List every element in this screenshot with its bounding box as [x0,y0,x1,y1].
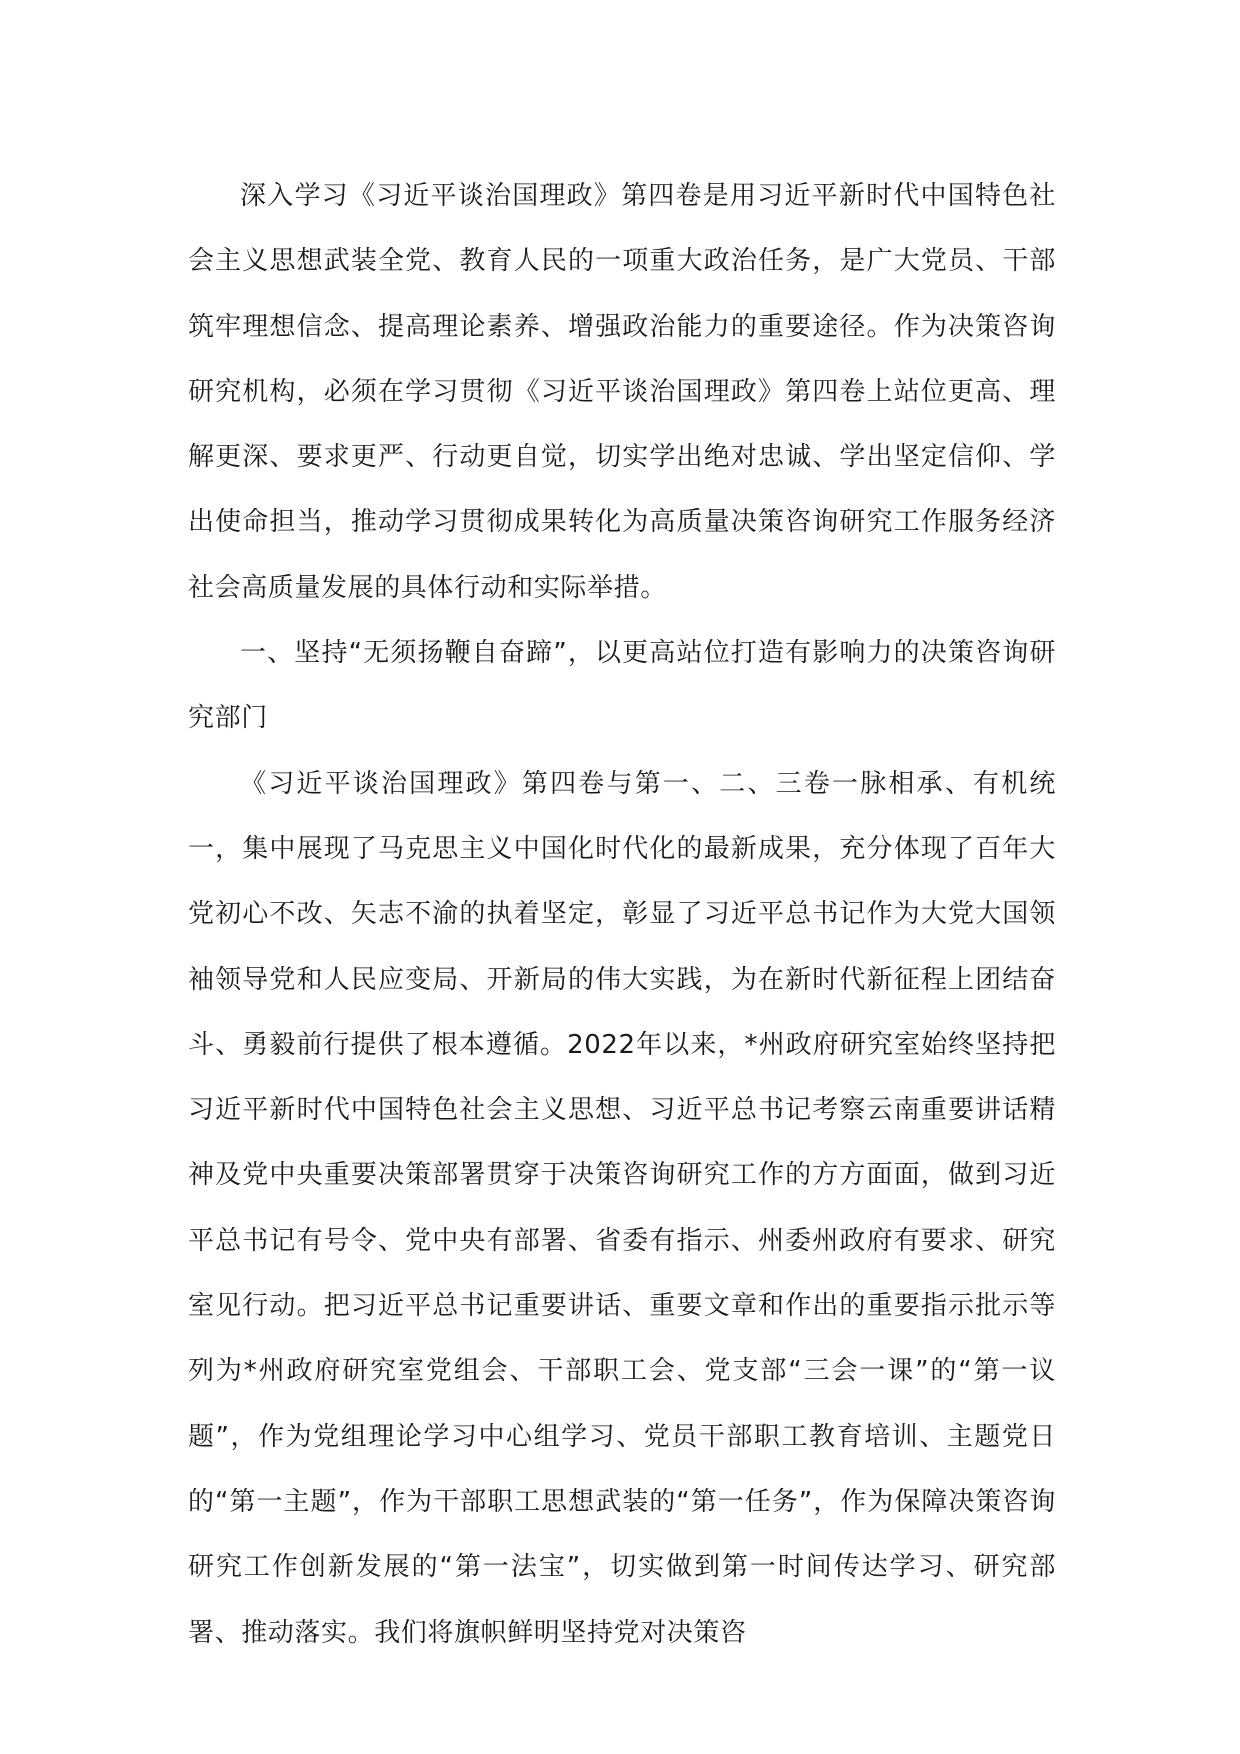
document-body [188,164,1056,1666]
section-heading: 一、坚持“无须扬鞭自奋蹄”，以更高站位打造有影响力的决策咨询研究部门 [188,638,1056,734]
intro-paragraph: 深入学习《习近平谈治国理政》第四卷是用习近平新时代中国特色社会主义思想武装全党、教育人民的一项重大政治任务，是广大党员、干部筑牢理想信念、提高理论素养、增强政治能力的重要途径。作为决策咨询研究机构，必须在学习贯彻《习近平谈治国理政》第四卷上站位更高、理解更深、要求更严、行动更自觉，切实学出绝对忠诚、学出坚定信仰、学出使命担当，推动学习贯彻成果转化为高质量决策咨询研究工作服务经济社会高质量发展的具体行动和实际举措。 [188,181,1056,603]
body-paragraph: 《习近平谈治国理政》第四卷与第一、二、三卷一脉相承、有机统一，集中展现了马克思主义中国化时代化的最新成果，充分体现了百年大党初心不改、矢志不渝的执着坚定，彰显了习近平总书记作为大党大国领袖领导党和人民应变局、开新局的伟大实践，为在新时代新征程上团结奋斗、勇毅前行提供了根本遵循。2022年以来，*州政府研究室始终坚持把习近平新时代中国特色社会主义思想、习近平总书记考察云南重要讲话精神及党中央重要决策部署贯穿于决策咨询研究工作的方方面面，做到习近平总书记有号令、党中央有部署、省委有指示、州委州政府有要求、研究室见行动。把习近平总书记重要讲话、重要文章和作出的重要指示批示等列为*州政府研究室党组会、干部职工会、党支部“三会一课”的“第一议题”，作为党组理论学习中心组学习、党员干部职工教育培训、主题党日的“第一主题”，作为干部职工思想武装的“第一任务”，作为保障决策咨询研究工作创新发展的“第一法宝”，切实做到第一时间传达学习、研究部署、推动落实。我们将旗帜鲜明坚持党对决策咨 [188,768,1056,1648]
